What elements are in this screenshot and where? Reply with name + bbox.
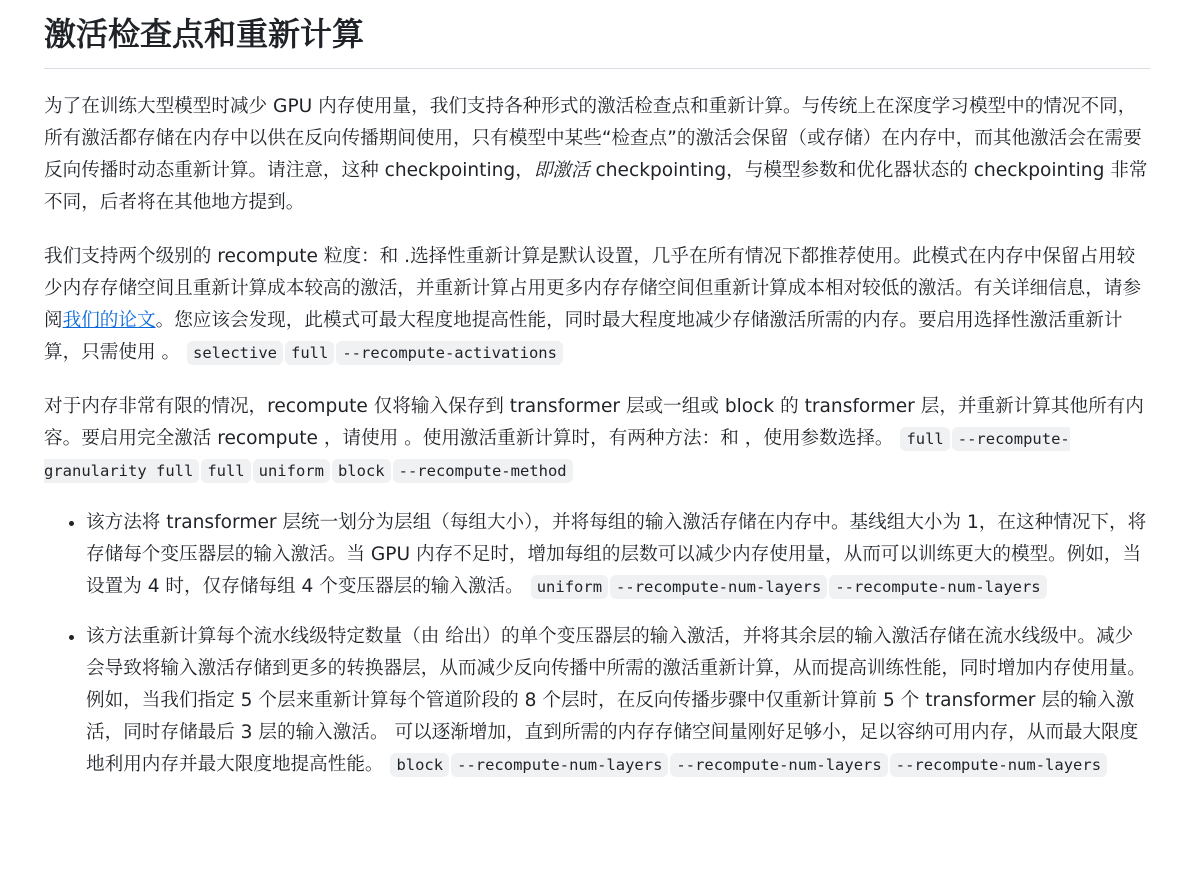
granularity-text-end: 。您应该会发现，此模式可最大程度地提高性能，同时最大程度地减少存储激活所需的内存。要启用选择性激活重新计算，只需使用 。 xyxy=(44,310,1123,363)
paper-link[interactable]: 我们的论文 xyxy=(62,310,156,331)
method-list xyxy=(44,507,1150,781)
list-item-block xyxy=(86,621,1150,781)
granularity-text: 我们支持两个级别的 recompute 粒度：和 .选择性重新计算是默认设置，几乎在所有情况下都推荐使用。此模式在内存中保留占用较少内存存储空间且重新计算成本较高的激活，并重新计算占用更多内存存储空间但重新计算成本相对较低的激活。有关详细信息，请参阅 xyxy=(44,246,1142,331)
code-full: full xyxy=(201,459,250,483)
intro-text: 为了在训练大型模型时减少 GPU 内存使用量，我们支持各种形式的激活检查点和重新计算。与传统上在深度学习模型中的情况不同，所有激活都存储在内存中以供在反向传播期间使用，只有模型中某些“检查点”的激活会保留（或存储）在内存中，而其他激活会在需要反向传播时动态重新计算。请注意，这种 checkpointing， xyxy=(44,96,1142,181)
full-recompute-text: 对于内存非常有限的情况，recompute 仅将输入保存到 transformer 层或一组或 block 的 transformer 层，并重新计算其他所有内容。要启用完全激活 recompute ，请使用 。使用激活重新计算时，有两种方法：和 ，使用参数选择。 xyxy=(44,396,1144,449)
code-recompute-num-layers: --recompute-num-layers xyxy=(610,575,827,599)
code-uniform: uniform xyxy=(531,575,608,599)
code-full: full xyxy=(900,427,949,451)
page-title: 激活检查点和重新计算 xyxy=(44,0,1150,69)
code-recompute-granularity: --recompute-granularity full xyxy=(44,427,1070,483)
uniform-text: 该方法将 transformer 层统一划分为层组（每组大小），并将每组的输入激活存储在内存中。基线组大小为 1，在这种情况下，将存储每个变压器层的输入激活。当 GPU 内存不足时，增加每组的层数可以减少内存使用量，从而可以训练更大的模型。例如，当设置为 4 时，仅存储每组 4 个变压器层的输入激活。 xyxy=(86,512,1147,597)
code-recompute-num-layers: --recompute-num-layers xyxy=(829,575,1046,599)
block-text: 该方法重新计算每个流水线级特定数量（由 给出）的单个变压器层的输入激活，并将其余层的输入激活存储在流水线级中。减少会导致将输入激活存储到更多的转换器层，从而减少反向传播中所需的激活重新计算，从而提高训练性能，同时增加内存使用量。例如，当我们指定 5 个层来重新计算每个管道阶段的 8 个层时，在反向传播步骤中仅重新计算前 5 个 transformer 层的输入激活，同时存储最后 3 层的输入激活。 可以逐渐增加，直到所需的内存存储空间量刚好足够小，足以容纳可用内存，从而最大限度地利用内存并最大限度地提高性能。 xyxy=(86,626,1146,775)
code-full: full xyxy=(285,341,334,365)
paragraph-intro xyxy=(44,91,1150,219)
code-recompute-method: --recompute-method xyxy=(393,459,573,483)
code-recompute-num-layers: --recompute-num-layers xyxy=(670,753,887,777)
code-recompute-activations: --recompute-activations xyxy=(336,341,563,365)
intro-emphasis: 即激活 xyxy=(533,160,590,181)
paragraph-granularity xyxy=(44,241,1150,369)
code-uniform: uniform xyxy=(253,459,330,483)
code-block: block xyxy=(332,459,391,483)
list-item-uniform xyxy=(86,507,1150,603)
code-selective: selective xyxy=(187,341,283,365)
code-block: block xyxy=(390,753,449,777)
paragraph-full-recompute xyxy=(44,391,1150,487)
code-recompute-num-layers: --recompute-num-layers xyxy=(451,753,668,777)
code-recompute-num-layers: --recompute-num-layers xyxy=(890,753,1107,777)
intro-text-end: checkpointing，与模型参数和优化器状态的 checkpointing 非常不同，后者将在其他地方提到。 xyxy=(44,160,1148,213)
